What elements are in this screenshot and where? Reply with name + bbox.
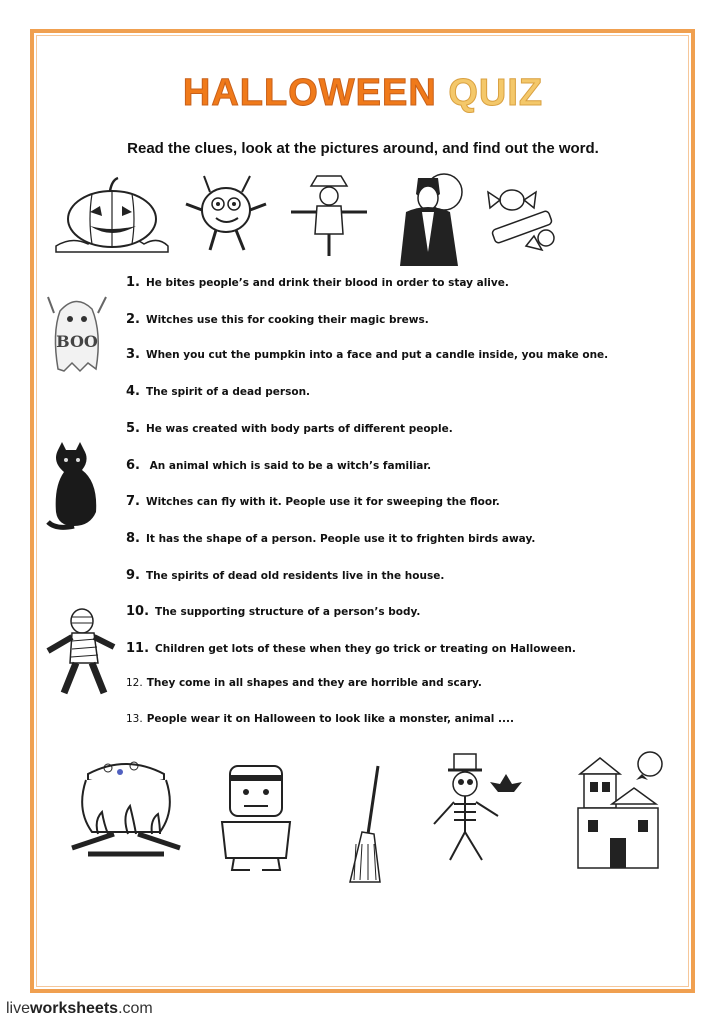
question-text: Witches use this for cooking their magic brews.: [145, 314, 429, 326]
haunted-house-illustration: [572, 748, 664, 872]
broom-illustration: [348, 764, 388, 886]
question-13: [126, 713, 514, 725]
skeleton-illustration: [428, 752, 524, 864]
question-text: Witches can fly with it. People use it for sweeping the floor.: [145, 496, 500, 508]
question-number: 7.: [126, 494, 140, 509]
footer-com: .com: [118, 1000, 153, 1017]
question-text: He was created with body parts of different people.: [145, 423, 453, 435]
question-number: 6.: [126, 458, 140, 473]
question-number: 9.: [126, 568, 140, 583]
question-text: The spirits of dead old residents live in the house.: [145, 570, 445, 582]
mummy-illustration: [42, 607, 118, 697]
pumpkin-illustration: [52, 174, 170, 254]
title-word-halloween: HALLOWEEN: [182, 72, 437, 114]
question-number: 1.: [126, 275, 140, 290]
question-11: [126, 641, 576, 656]
footer-watermark: [6, 1000, 153, 1018]
ghost-illustration: [46, 293, 108, 375]
question-number: 5.: [126, 421, 140, 436]
candy-illustration: [482, 180, 566, 256]
question-1: [126, 275, 509, 290]
question-text: He bites people’s and drink their blood in order to stay alive.: [145, 277, 509, 289]
footer-worksheets: worksheets: [30, 1000, 119, 1017]
question-text: When you cut the pumpkin into a face and put a candle inside, you make one.: [145, 349, 609, 361]
question-3: [126, 347, 608, 362]
question-number: 4.: [126, 384, 140, 399]
question-number: 10.: [126, 604, 150, 619]
title-word-quiz: QUIZ: [448, 72, 544, 114]
question-text: Children get lots of these when they go trick or treating on Halloween.: [155, 643, 576, 655]
question-7: [126, 494, 500, 509]
cat-illustration: [44, 442, 108, 532]
scarecrow-illustration: [287, 172, 371, 258]
question-number: 12.: [126, 677, 143, 689]
question-text: People wear it on Halloween to look like a monster, animal ....: [146, 713, 515, 725]
question-number: 3.: [126, 347, 140, 362]
question-4: [126, 384, 310, 399]
monster-illustration: [182, 170, 270, 254]
question-6: [126, 458, 431, 473]
question-text: The supporting structure of a person’s body.: [155, 606, 421, 618]
question-text: The spirit of a dead person.: [145, 386, 311, 398]
question-10: [126, 604, 420, 619]
question-text: It has the shape of a person. People use it to frighten birds away.: [145, 533, 536, 545]
question-9: [126, 568, 444, 583]
frankenstein-illustration: [216, 762, 296, 872]
question-number: 8.: [126, 531, 140, 546]
footer-live: live: [6, 1000, 31, 1017]
question-number: 2.: [126, 312, 140, 327]
boo-label: BOO: [56, 332, 98, 351]
question-number: 11.: [126, 641, 150, 656]
question-text: They come in all shapes and they are horrible and scary.: [146, 677, 482, 689]
question-text: An animal which is said to be a witch’s familiar.: [145, 460, 432, 472]
question-number: 13.: [126, 713, 143, 725]
question-2: [126, 312, 429, 327]
cauldron-illustration: [68, 750, 184, 864]
question-12: [126, 677, 482, 689]
vampire-illustration: [392, 172, 472, 268]
question-5: [126, 421, 453, 436]
page-title: [0, 72, 726, 115]
instructions: Read the clues, look at the pictures around, and find out the word.: [127, 140, 599, 157]
question-8: [126, 531, 535, 546]
